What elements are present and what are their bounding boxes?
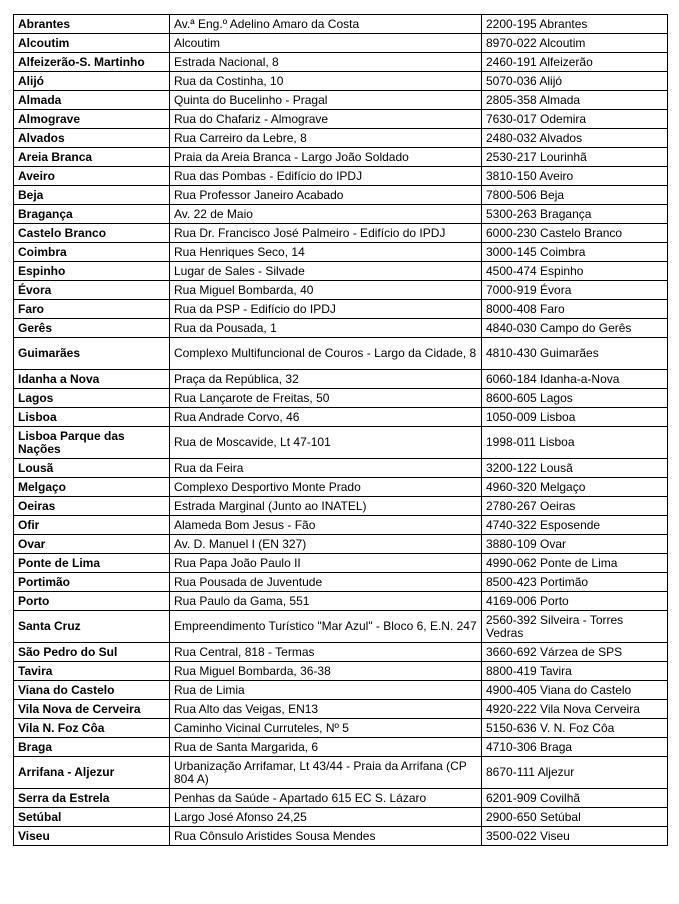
- table-row: [14, 516, 668, 535]
- place-cell: Viana do Castelo: [14, 681, 170, 700]
- place-cell: Vila N. Foz Côa: [14, 719, 170, 738]
- address-cell: Rua Carreiro da Lebre, 8: [170, 129, 482, 148]
- place-cell: Melgaço: [14, 478, 170, 497]
- place-cell: Faro: [14, 300, 170, 319]
- postal-code-cell: 5300-263 Bragança: [482, 205, 668, 224]
- place-cell: Alijó: [14, 72, 170, 91]
- place-cell: Alcoutim: [14, 34, 170, 53]
- place-cell: Castelo Branco: [14, 224, 170, 243]
- address-cell: Rua Henriques Seco, 14: [170, 243, 482, 262]
- table-row: [14, 224, 668, 243]
- address-cell: Av. 22 de Maio: [170, 205, 482, 224]
- postal-code-cell: 2480-032 Alvados: [482, 129, 668, 148]
- postal-code-cell: 3500-022 Viseu: [482, 827, 668, 846]
- place-cell: Espinho: [14, 262, 170, 281]
- table-row: [14, 808, 668, 827]
- place-cell: Porto: [14, 592, 170, 611]
- address-cell: Rua de Limia: [170, 681, 482, 700]
- address-cell: Lugar de Sales - Silvade: [170, 262, 482, 281]
- table-row: [14, 700, 668, 719]
- table-row: [14, 535, 668, 554]
- place-cell: Portimão: [14, 573, 170, 592]
- postal-code-cell: 4810-430 Guimarães: [482, 338, 668, 370]
- postal-code-cell: 8600-605 Lagos: [482, 389, 668, 408]
- table-row: [14, 592, 668, 611]
- place-cell: Setúbal: [14, 808, 170, 827]
- place-cell: Coimbra: [14, 243, 170, 262]
- postal-code-cell: 4900-405 Viana do Castelo: [482, 681, 668, 700]
- address-cell: Rua do Chafariz - Almograve: [170, 110, 482, 129]
- table-row: [14, 757, 668, 789]
- postal-code-cell: 4920-222 Vila Nova Cerveira: [482, 700, 668, 719]
- postal-code-cell: 6060-184 Idanha-a-Nova: [482, 370, 668, 389]
- place-cell: Arrifana - Aljezur: [14, 757, 170, 789]
- address-cell: Rua de Santa Margarida, 6: [170, 738, 482, 757]
- table-row: [14, 167, 668, 186]
- place-cell: Abrantes: [14, 15, 170, 34]
- postal-code-cell: 6000-230 Castelo Branco: [482, 224, 668, 243]
- table-row: [14, 827, 668, 846]
- table-row: [14, 662, 668, 681]
- place-cell: Alfeizerão-S. Martinho: [14, 53, 170, 72]
- address-cell: Alcoutim: [170, 34, 482, 53]
- place-cell: Bragança: [14, 205, 170, 224]
- place-cell: Aveiro: [14, 167, 170, 186]
- postal-code-cell: 3880-109 Ovar: [482, 535, 668, 554]
- table-row: [14, 281, 668, 300]
- address-cell: Estrada Nacional, 8: [170, 53, 482, 72]
- table-body: [14, 15, 668, 846]
- postal-code-cell: 4500-474 Espinho: [482, 262, 668, 281]
- postal-code-cell: 3660-692 Várzea de SPS: [482, 643, 668, 662]
- youth-hostel-address-table: [13, 14, 668, 846]
- address-cell: Rua Miguel Bombarda, 36-38: [170, 662, 482, 681]
- table-row: [14, 243, 668, 262]
- place-cell: Santa Cruz: [14, 611, 170, 643]
- place-cell: Lisboa: [14, 408, 170, 427]
- address-cell: Rua Dr. Francisco José Palmeiro - Edifício do IPDJ: [170, 224, 482, 243]
- postal-code-cell: 3000-145 Coimbra: [482, 243, 668, 262]
- postal-code-cell: 4169-006 Porto: [482, 592, 668, 611]
- postal-code-cell: 7000-919 Évora: [482, 281, 668, 300]
- table-row: [14, 148, 668, 167]
- place-cell: São Pedro do Sul: [14, 643, 170, 662]
- table-row: [14, 53, 668, 72]
- address-cell: Alameda Bom Jesus - Fão: [170, 516, 482, 535]
- youth-hostel-address-table-container: [13, 14, 667, 846]
- address-cell: Av.ª Eng.º Adelino Amaro da Costa: [170, 15, 482, 34]
- postal-code-cell: 3200-122 Lousã: [482, 459, 668, 478]
- address-cell: Rua da Costinha, 10: [170, 72, 482, 91]
- place-cell: Idanha a Nova: [14, 370, 170, 389]
- place-cell: Areia Branca: [14, 148, 170, 167]
- table-row: [14, 300, 668, 319]
- place-cell: Almada: [14, 91, 170, 110]
- table-row: [14, 681, 668, 700]
- table-row: [14, 789, 668, 808]
- postal-code-cell: 1050-009 Lisboa: [482, 408, 668, 427]
- place-cell: Ofir: [14, 516, 170, 535]
- postal-code-cell: 5070-036 Alijó: [482, 72, 668, 91]
- address-cell: Complexo Desportivo Monte Prado: [170, 478, 482, 497]
- table-row: [14, 91, 668, 110]
- postal-code-cell: 2805-358 Almada: [482, 91, 668, 110]
- address-cell: Praia da Areia Branca - Largo João Soldado: [170, 148, 482, 167]
- address-cell: Rua Papa João Paulo II: [170, 554, 482, 573]
- place-cell: Gerês: [14, 319, 170, 338]
- place-cell: Guimarães: [14, 338, 170, 370]
- table-row: [14, 205, 668, 224]
- postal-code-cell: 4740-322 Esposende: [482, 516, 668, 535]
- postal-code-cell: 2530-217 Lourinhã: [482, 148, 668, 167]
- address-cell: Urbanização Arrifamar, Lt 43/44 - Praia da Arrifana (CP 804 A): [170, 757, 482, 789]
- postal-code-cell: 8670-111 Aljezur: [482, 757, 668, 789]
- address-cell: Rua Miguel Bombarda, 40: [170, 281, 482, 300]
- table-row: [14, 186, 668, 205]
- table-row: [14, 389, 668, 408]
- place-cell: Évora: [14, 281, 170, 300]
- address-cell: Largo José Afonso 24,25: [170, 808, 482, 827]
- address-cell: Rua Alto das Veigas, EN13: [170, 700, 482, 719]
- address-cell: Rua Paulo da Gama, 551: [170, 592, 482, 611]
- table-row: [14, 319, 668, 338]
- place-cell: Viseu: [14, 827, 170, 846]
- address-cell: Rua Professor Janeiro Acabado: [170, 186, 482, 205]
- place-cell: Tavira: [14, 662, 170, 681]
- place-cell: Ponte de Lima: [14, 554, 170, 573]
- postal-code-cell: 4990-062 Ponte de Lima: [482, 554, 668, 573]
- place-cell: Serra da Estrela: [14, 789, 170, 808]
- postal-code-cell: 1998-011 Lisboa: [482, 427, 668, 459]
- table-row: [14, 72, 668, 91]
- postal-code-cell: 3810-150 Aveiro: [482, 167, 668, 186]
- table-row: [14, 738, 668, 757]
- place-cell: Alvados: [14, 129, 170, 148]
- address-cell: Av. D. Manuel I (EN 327): [170, 535, 482, 554]
- address-cell: Complexo Multifuncional de Couros - Largo da Cidade, 8: [170, 338, 482, 370]
- table-row: [14, 497, 668, 516]
- table-row: [14, 643, 668, 662]
- address-cell: Rua da Feira: [170, 459, 482, 478]
- table-row: [14, 611, 668, 643]
- postal-code-cell: 7800-506 Beja: [482, 186, 668, 205]
- place-cell: Ovar: [14, 535, 170, 554]
- place-cell: Beja: [14, 186, 170, 205]
- address-cell: Rua das Pombas - Edifício do IPDJ: [170, 167, 482, 186]
- postal-code-cell: 4840-030 Campo do Gerês: [482, 319, 668, 338]
- place-cell: Almograve: [14, 110, 170, 129]
- place-cell: Oeiras: [14, 497, 170, 516]
- table-row: [14, 338, 668, 370]
- address-cell: Rua da Pousada, 1: [170, 319, 482, 338]
- table-row: [14, 554, 668, 573]
- postal-code-cell: 6201-909 Covilhã: [482, 789, 668, 808]
- address-cell: Praça da República, 32: [170, 370, 482, 389]
- address-cell: Rua Lançarote de Freitas, 50: [170, 389, 482, 408]
- table-row: [14, 459, 668, 478]
- address-cell: Rua Cônsulo Aristides Sousa Mendes: [170, 827, 482, 846]
- postal-code-cell: 2200-195 Abrantes: [482, 15, 668, 34]
- table-row: [14, 262, 668, 281]
- postal-code-cell: 2900-650 Setúbal: [482, 808, 668, 827]
- postal-code-cell: 8800-419 Tavira: [482, 662, 668, 681]
- place-cell: Braga: [14, 738, 170, 757]
- address-cell: Penhas da Saúde - Apartado 615 EC S. Lázaro: [170, 789, 482, 808]
- table-row: [14, 573, 668, 592]
- postal-code-cell: 2460-191 Alfeizerão: [482, 53, 668, 72]
- postal-code-cell: 8000-408 Faro: [482, 300, 668, 319]
- address-cell: Empreendimento Turístico "Mar Azul" - Bloco 6, E.N. 247: [170, 611, 482, 643]
- postal-code-cell: 8970-022 Alcoutim: [482, 34, 668, 53]
- table-row: [14, 719, 668, 738]
- postal-code-cell: 7630-017 Odemira: [482, 110, 668, 129]
- table-row: [14, 408, 668, 427]
- address-cell: Estrada Marginal (Junto ao INATEL): [170, 497, 482, 516]
- table-row: [14, 34, 668, 53]
- address-cell: Rua Central, 818 - Termas: [170, 643, 482, 662]
- table-row: [14, 478, 668, 497]
- place-cell: Lousã: [14, 459, 170, 478]
- place-cell: Lisboa Parque das Nações: [14, 427, 170, 459]
- place-cell: Vila Nova de Cerveira: [14, 700, 170, 719]
- postal-code-cell: 8500-423 Portimão: [482, 573, 668, 592]
- place-cell: Lagos: [14, 389, 170, 408]
- address-cell: Rua Pousada de Juventude: [170, 573, 482, 592]
- postal-code-cell: 2780-267 Oeiras: [482, 497, 668, 516]
- postal-code-cell: 4960-320 Melgaço: [482, 478, 668, 497]
- address-cell: Rua de Moscavide, Lt 47-101: [170, 427, 482, 459]
- address-cell: Quinta do Bucelinho - Pragal: [170, 91, 482, 110]
- postal-code-cell: 4710-306 Braga: [482, 738, 668, 757]
- address-cell: Rua da PSP - Edifício do IPDJ: [170, 300, 482, 319]
- table-row: [14, 370, 668, 389]
- table-row: [14, 15, 668, 34]
- table-row: [14, 110, 668, 129]
- postal-code-cell: 2560-392 Silveira - Torres Vedras: [482, 611, 668, 643]
- address-cell: Caminho Vicinal Curruteles, Nº 5: [170, 719, 482, 738]
- address-cell: Rua Andrade Corvo, 46: [170, 408, 482, 427]
- postal-code-cell: 5150-636 V. N. Foz Côa: [482, 719, 668, 738]
- table-row: [14, 129, 668, 148]
- table-row: [14, 427, 668, 459]
